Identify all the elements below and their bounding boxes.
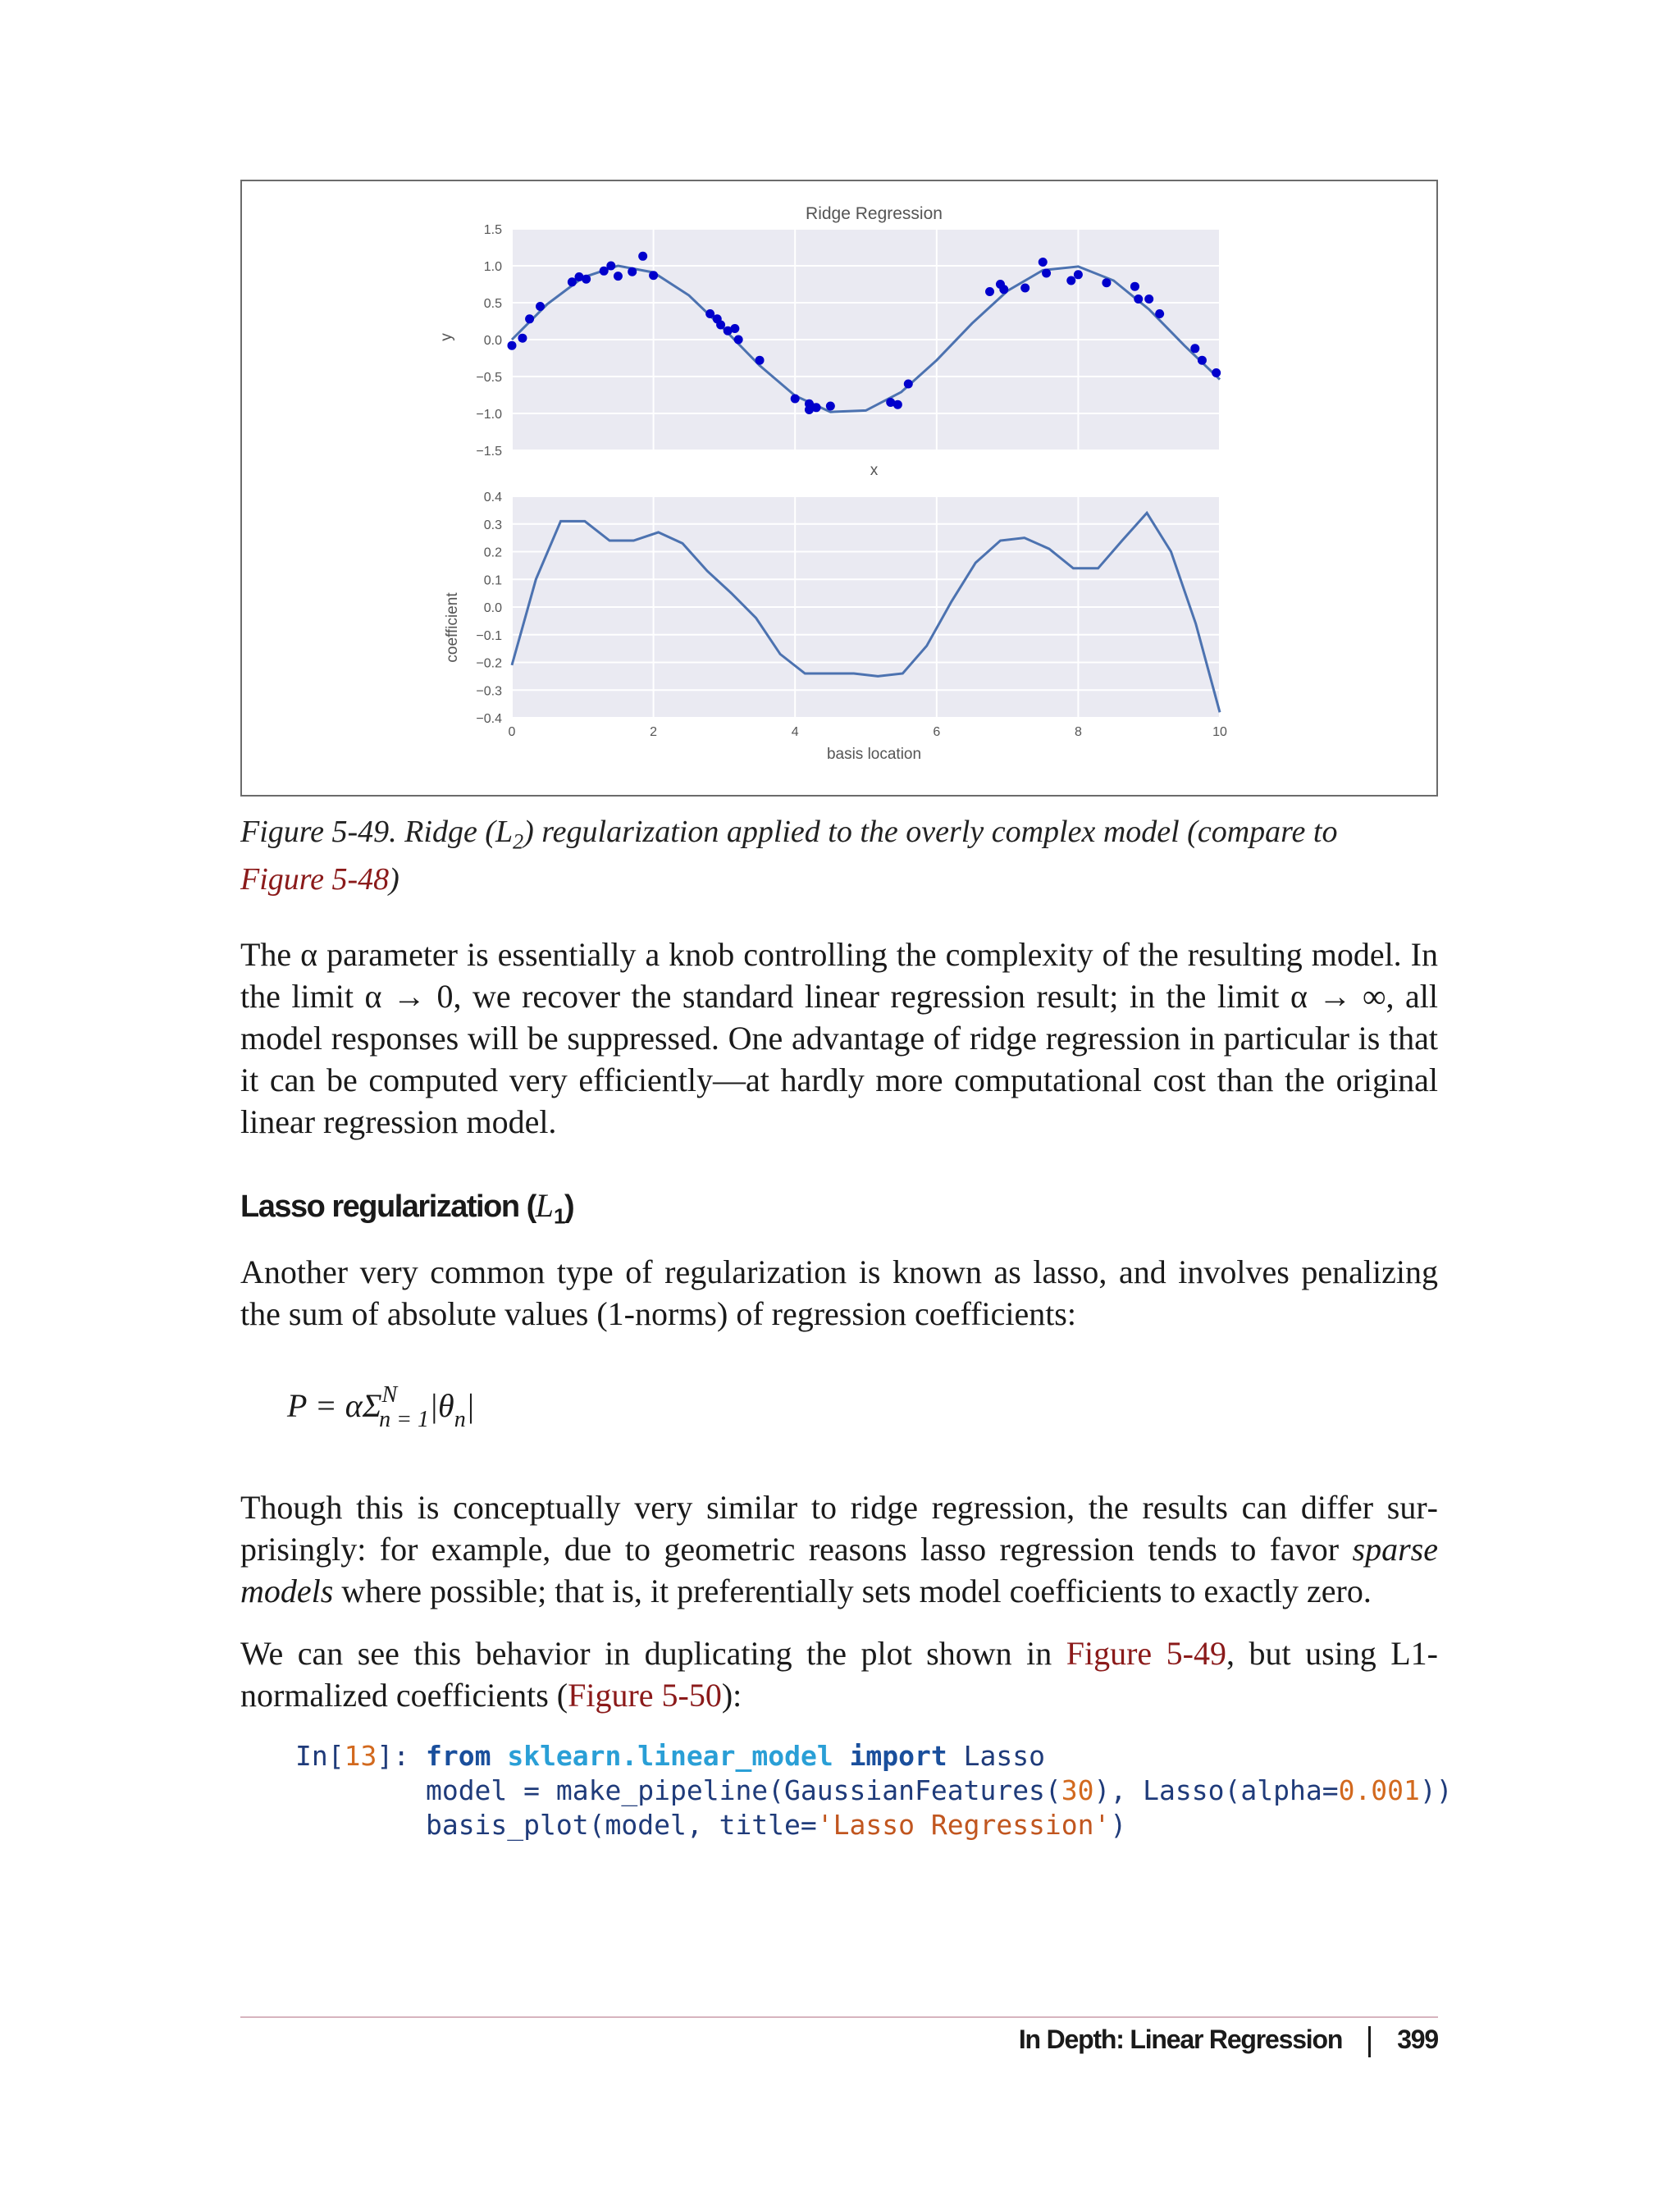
paragraph-alpha: The α parameter is essentially a knob controlling the complexity of the resulting model. In the limit α → 0, we recover the standard linear regression result; in the limit α → ∞, all model responses will be suppressed. One advantage of ridge regression in particular is that it can be computed very efficiently—at hardly more computational cost than the original linear regression model. bbox=[240, 936, 1438, 1140]
equation-sup: N bbox=[381, 1382, 398, 1408]
paragraph-sparse bbox=[240, 1486, 1438, 1612]
y-tick-label: −0.1 bbox=[476, 628, 502, 643]
figure-chart bbox=[242, 181, 1436, 795]
caption-end: ) bbox=[389, 862, 399, 897]
code-keyword-import: import bbox=[849, 1740, 947, 1772]
data-point bbox=[904, 380, 913, 389]
data-point bbox=[1042, 269, 1051, 278]
caption-math: L bbox=[495, 815, 514, 849]
data-point bbox=[999, 285, 1008, 294]
caption-figure-link[interactable]: Figure 5-48 bbox=[240, 862, 390, 897]
caption-mid: ) regularization applied to the overly complex model (compare to bbox=[523, 815, 1338, 849]
paragraph-ref-middle: , but using L1-normalized coefficients ( bbox=[240, 1635, 1438, 1714]
paragraph-ref-after: ): bbox=[721, 1677, 742, 1714]
data-point bbox=[1102, 278, 1111, 287]
y-tick-label: −0.4 bbox=[476, 712, 502, 726]
y-tick-label: −0.3 bbox=[476, 684, 502, 699]
data-point bbox=[614, 272, 623, 281]
code-prompt bbox=[295, 1740, 426, 1772]
data-point bbox=[893, 400, 902, 409]
y-tick-label: 0.5 bbox=[483, 297, 502, 311]
figure-5-50-link[interactable]: Figure 5-50 bbox=[568, 1677, 722, 1714]
data-point bbox=[985, 287, 994, 296]
code-line2-n2: 0.001 bbox=[1338, 1774, 1420, 1806]
data-point bbox=[518, 334, 527, 343]
paragraph-ref-before: We can see this behavior in duplicating the plot shown in bbox=[240, 1635, 1066, 1672]
code-import-name: Lasso bbox=[963, 1740, 1045, 1772]
data-point bbox=[628, 267, 637, 276]
equation-body: |θ bbox=[429, 1387, 454, 1424]
equation-lhs: P = αΣ bbox=[287, 1387, 382, 1424]
paragraph-sparse-after: where possible; that is, it preferentially sets model coefficients to exactly zero. bbox=[333, 1573, 1372, 1609]
code-line3-a: basis_plot(model, title= bbox=[425, 1809, 817, 1841]
data-point bbox=[1066, 276, 1075, 285]
figure-5-49-link[interactable]: Figure 5-49 bbox=[1066, 1635, 1226, 1672]
page-footer bbox=[1019, 2025, 1438, 2057]
code-line3-c: ) bbox=[1110, 1809, 1127, 1841]
data-point bbox=[1155, 309, 1164, 318]
code-module: sklearn.linear_model bbox=[507, 1740, 833, 1772]
x-tick-label: 0 bbox=[508, 725, 516, 739]
y-tick-label: 0.1 bbox=[483, 573, 502, 588]
prompt-close: ]: bbox=[377, 1740, 426, 1772]
x-tick-label: 10 bbox=[1212, 725, 1227, 739]
y-tick-label: 0.0 bbox=[483, 601, 502, 615]
chart-title: Ridge Regression bbox=[806, 204, 943, 223]
figure-frame bbox=[240, 180, 1438, 797]
footer-rule bbox=[240, 2016, 1438, 2018]
data-point bbox=[649, 271, 658, 280]
section-sub: 1 bbox=[554, 1203, 564, 1229]
data-point bbox=[1190, 344, 1199, 353]
section-heading bbox=[240, 1186, 1438, 1230]
data-point bbox=[826, 402, 835, 411]
code-line2-a: model = make_pipeline(GaussianFeatures( bbox=[425, 1774, 1061, 1806]
y-tick-label: 0.2 bbox=[483, 546, 502, 560]
data-point bbox=[606, 262, 615, 271]
y-tick-label: −0.5 bbox=[476, 371, 502, 385]
y-tick-label: 0.0 bbox=[483, 334, 502, 348]
page-number: 399 bbox=[1397, 2025, 1438, 2054]
section-close: ) bbox=[564, 1189, 574, 1224]
data-point bbox=[582, 275, 591, 284]
x-tick-label: 4 bbox=[791, 725, 799, 739]
y-tick-label: −0.2 bbox=[476, 656, 502, 671]
y-tick-label: 1.0 bbox=[483, 260, 502, 274]
figure-caption bbox=[240, 808, 1438, 903]
paragraph-sparse-before: Though this is conceptually very similar to ridge regression, the results can differ surprisingly: for example, due to geometric reasons lasso regression tends to favor bbox=[240, 1489, 1438, 1568]
caption-sub: 2 bbox=[513, 829, 524, 854]
data-point bbox=[734, 336, 743, 345]
data-point bbox=[638, 252, 647, 261]
code-line3-string: 'Lasso Regression' bbox=[816, 1809, 1111, 1841]
data-point bbox=[730, 324, 739, 333]
lasso-equation bbox=[287, 1382, 475, 1432]
paragraph-sparse-emphasis: sparse models bbox=[240, 1531, 1438, 1609]
data-point bbox=[1212, 368, 1221, 377]
prompt-open: In[ bbox=[295, 1740, 345, 1772]
x-axis-label: basis location bbox=[826, 746, 922, 763]
data-point bbox=[791, 395, 800, 404]
data-point bbox=[1198, 356, 1207, 365]
data-point bbox=[525, 314, 534, 323]
data-point bbox=[508, 341, 517, 350]
code-line2-n1: 30 bbox=[1061, 1774, 1094, 1806]
data-point bbox=[1020, 284, 1029, 293]
data-point bbox=[1144, 294, 1153, 304]
code-line2-c: )) bbox=[1419, 1774, 1453, 1806]
data-point bbox=[716, 321, 725, 330]
paragraph-figure-ref bbox=[240, 1632, 1438, 1716]
y-axis-label: coefficient bbox=[444, 592, 461, 663]
section-title: Lasso regularization ( bbox=[240, 1189, 536, 1224]
data-point bbox=[1130, 282, 1139, 291]
code-line2-b: ), Lasso(alpha= bbox=[1093, 1774, 1339, 1806]
paragraph-lasso-intro: Another very common type of regularization is known as lasso, and involves penalizing the sum of absolute values (1-norms) of regression coefficients: bbox=[240, 1253, 1438, 1332]
x-tick-label: 2 bbox=[650, 725, 658, 739]
y-tick-label: 1.5 bbox=[483, 223, 502, 237]
equation-close: | bbox=[465, 1387, 475, 1424]
footer-chapter-title: In Depth: Linear Regression bbox=[1018, 2025, 1343, 2054]
y-tick-label: −1.0 bbox=[476, 408, 502, 422]
data-point bbox=[1039, 258, 1048, 267]
x-tick-label: 8 bbox=[1074, 725, 1082, 739]
prompt-number: 13 bbox=[344, 1740, 377, 1772]
code-keyword-from: from bbox=[425, 1740, 491, 1772]
y-tick-label: 0.4 bbox=[483, 491, 502, 504]
data-point bbox=[812, 403, 821, 412]
x-axis-label: x bbox=[870, 462, 879, 479]
y-axis-label: y bbox=[438, 333, 455, 341]
code-block bbox=[295, 1739, 1453, 1842]
data-point bbox=[756, 356, 765, 365]
footer-separator bbox=[1368, 2026, 1371, 2057]
y-tick-label: −1.5 bbox=[476, 445, 502, 459]
data-point bbox=[1074, 270, 1083, 279]
equation-body-sub: n bbox=[454, 1407, 466, 1432]
y-tick-label: 0.3 bbox=[483, 518, 502, 532]
data-point bbox=[536, 302, 545, 311]
section-math: L bbox=[535, 1187, 554, 1224]
equation-sub: n = 1 bbox=[379, 1407, 430, 1432]
x-tick-label: 6 bbox=[933, 725, 941, 739]
caption-prefix: Figure 5-49. Ridge ( bbox=[240, 815, 495, 849]
data-point bbox=[1134, 294, 1143, 304]
